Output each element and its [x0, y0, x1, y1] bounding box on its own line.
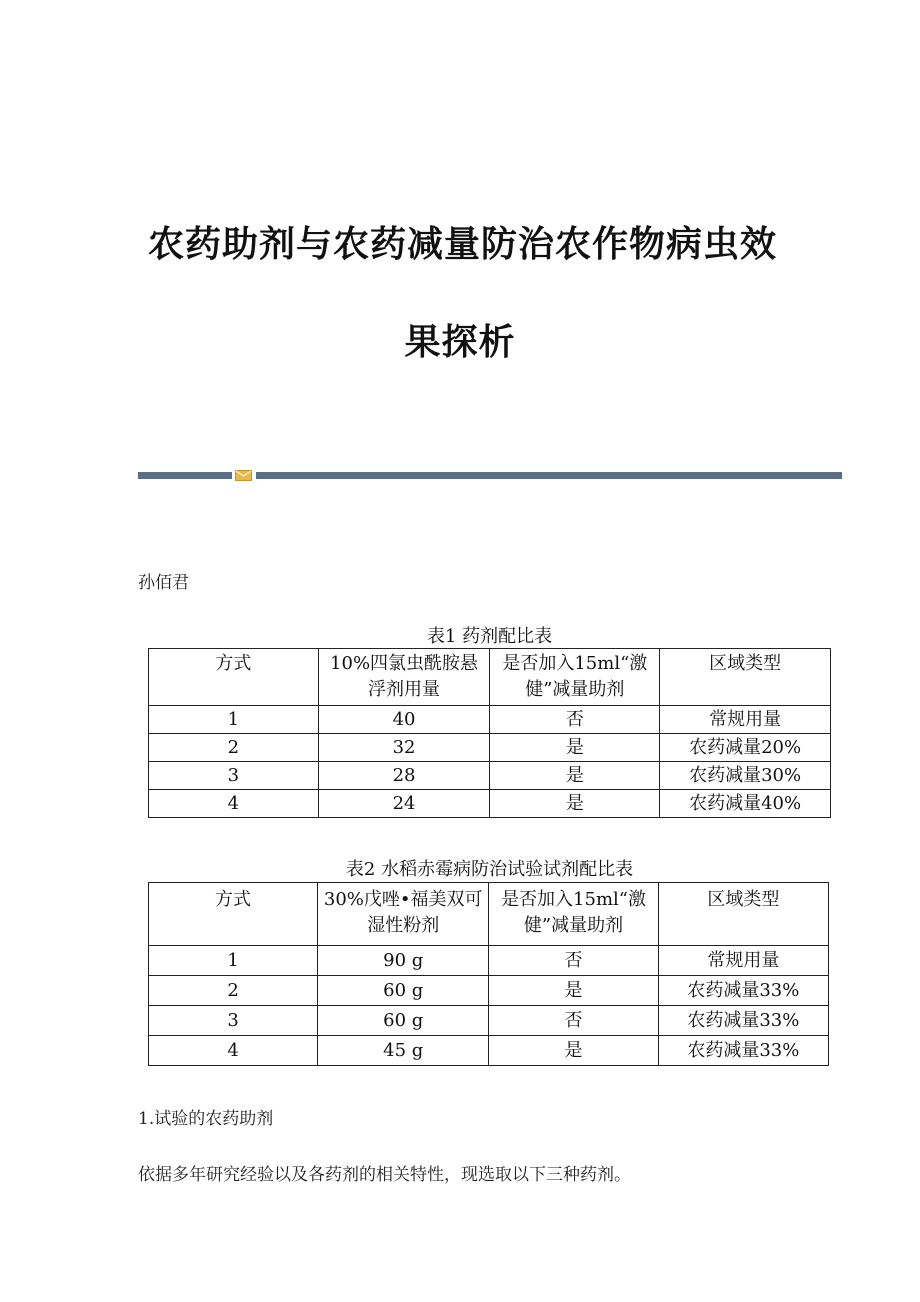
table-cell: 32: [318, 734, 490, 762]
section-heading: 1.试验的农药助剂: [138, 1109, 274, 1129]
document-title-line-1: 农药助剂与农药减量防治农作物病虫效: [148, 224, 778, 265]
table-cell: 农药减量20%: [660, 734, 831, 762]
table-cell: 2: [149, 734, 319, 762]
table-2-rice-scab-trial: [148, 882, 829, 1066]
table-cell: 60 g: [318, 976, 489, 1006]
table-cell: 农药减量33%: [658, 1006, 828, 1036]
table-cell: 3: [149, 1006, 318, 1036]
header-cell-method: 方式: [149, 649, 319, 706]
table-cell: 否: [489, 1006, 658, 1036]
document-title-line-2: 果探析: [404, 322, 516, 363]
table-row: [149, 1006, 829, 1036]
table-row: [149, 762, 831, 790]
table-row: [149, 946, 829, 976]
table-cell: 40: [318, 706, 490, 734]
table-cell: 4: [149, 790, 319, 818]
body-paragraph: 依据多年研究经验以及各药剂的相关特性，现选取以下三种药剂。: [138, 1165, 631, 1185]
table-row: [149, 1036, 829, 1066]
table-row: [149, 976, 829, 1006]
table-cell: 4: [149, 1036, 318, 1066]
table-row: [149, 790, 831, 818]
table-cell: 农药减量33%: [658, 976, 828, 1006]
table-cell: 是: [489, 976, 658, 1006]
table-cell: 是: [490, 790, 660, 818]
table-cell: 1: [149, 706, 319, 734]
divider-bar-right: [256, 472, 842, 479]
divider-bar-left: [138, 472, 232, 479]
table-cell: 否: [490, 706, 660, 734]
author-name: 孙佰君: [138, 573, 189, 593]
table-row: [149, 706, 831, 734]
header-cell-dosage: 10%四氯虫酰胺悬浮剂用量: [318, 649, 490, 706]
header-cell-zone-type: 区域类型: [660, 649, 831, 706]
table-cell: 90 g: [318, 946, 489, 976]
table-cell: 3: [149, 762, 319, 790]
table-2-caption: 表2 水稻赤霉病防治试验试剂配比表: [345, 859, 634, 880]
table-cell: 是: [490, 734, 660, 762]
table-cell: 是: [490, 762, 660, 790]
table-1-dosage-ratio: [148, 648, 831, 818]
table-cell: 1: [149, 946, 318, 976]
table-cell: 常规用量: [660, 706, 831, 734]
table-row: [149, 734, 831, 762]
table-1-caption: 表1 药剂配比表: [426, 626, 553, 647]
table-cell: 2: [149, 976, 318, 1006]
table-cell: 24: [318, 790, 490, 818]
title-divider: [138, 470, 842, 480]
header-cell-adjuvant: 是否加入15ml“激健”减量助剂: [489, 883, 658, 946]
header-cell-adjuvant: 是否加入15ml“激健”减量助剂: [490, 649, 660, 706]
table-cell: 农药减量40%: [660, 790, 831, 818]
table-cell: 是: [489, 1036, 658, 1066]
table-cell: 28: [318, 762, 490, 790]
table-header-row: [149, 883, 829, 946]
header-cell-method: 方式: [149, 883, 318, 946]
table-cell: 常规用量: [658, 946, 828, 976]
table-cell: 农药减量30%: [660, 762, 831, 790]
header-cell-dosage: 30%戊唑•福美双可湿性粉剂: [318, 883, 489, 946]
envelope-icon: [235, 470, 252, 481]
table-cell: 农药减量33%: [658, 1036, 828, 1066]
header-cell-zone-type: 区域类型: [658, 883, 828, 946]
table-header-row: [149, 649, 831, 706]
table-cell: 否: [489, 946, 658, 976]
table-cell: 60 g: [318, 1006, 489, 1036]
table-cell: 45 g: [318, 1036, 489, 1066]
